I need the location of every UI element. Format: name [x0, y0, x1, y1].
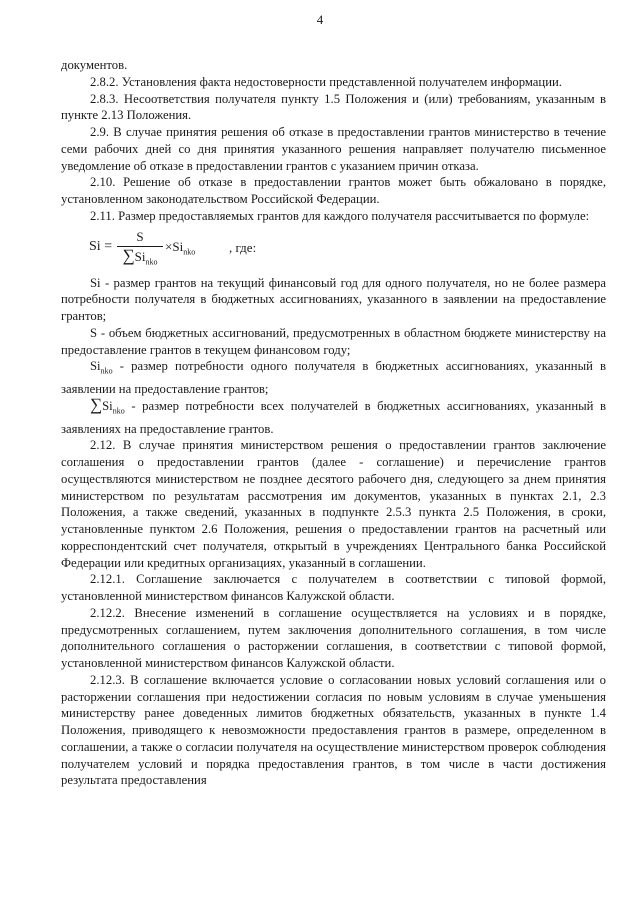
definition-s: S - объем бюджетных ассигнований, предусмотренных в областном бюджете министерству на предоставление грантов в текущем финансовом году;: [61, 325, 606, 357]
paragraph-2-12-1: 2.12.1. Соглашение заключается с получателем в соответствии с типовой формой, установленной министерством финансов Калужской области.: [61, 572, 606, 604]
paragraph-2-12-3: 2.12.3. В соглашение включается условие о согласовании новых условий соглашения или о расторжении соглашения при недостижении согласия по новым условиям в случае уменьшения министерству ранее доведенных лимитов бюджетных обязательств, указанных в пункте 1.4 Положения, приводящего к невозможности предоставления грантов в размере, определенном в соглашении, а также о согласии получателя на осуществление министерством проверок соблюдения получателем условий и порядка предоставления грантов, в том числе в части достижения результата предоставления: [61, 672, 606, 788]
formula-numerator: S: [117, 229, 163, 248]
paragraph-2-12-2: 2.12.2. Внесение изменений в соглашение осуществляется на условиях и в порядке, предусмотренных соглашением, путем заключения дополнительного соглашения, в том числе дополнительного соглашения о расторжении соглашения, в соответствии с типовой формой, установленной министерством финансов Калужской области.: [61, 605, 606, 671]
formula-denominator: $\sum Si_{nko}$: [122, 246, 158, 267]
paragraph-2-10: 2.10. Решение об отказе в предоставлении грантов может быть обжаловано в порядке, установленном законодательством Российской Федерации.: [61, 175, 606, 206]
formula-multiplier: $\times Si_{nko}$: [165, 238, 196, 257]
definition-sum: $\sum Si_{nko}$ - размер потребности всех получателей в бюджетных ассигнованиях, указанный в заявлениях на предоставление грантов.: [61, 395, 607, 436]
paragraph-2-9: 2.9. В случае принятия решения об отказе в предоставлении грантов министерство в течение семи рабочих дней со дня принятия указанного решения направляет получателю письменное уведомление об отказе в предоставлении грантов с указанием причин отказа.: [61, 125, 606, 173]
paragraph-2-11: 2.11. Размер предоставляемых грантов для каждого получателя рассчитывается по формуле:: [90, 208, 590, 223]
definition-sinko: $Si_{nko}$ - размер потребности одного получателя в бюджетных ассигнованиях, указанный в заявлении на предоставление грантов;: [61, 359, 607, 396]
page-number: 4: [316, 12, 324, 27]
document-body: [61, 57, 606, 789]
paragraph-2-8-3: 2.8.3. Несоответствия получателя пункту 1.5 Положения и (или) требованиям, указанным в пункте 2.13 Положения.: [61, 91, 606, 123]
formula-fraction: [117, 229, 163, 272]
formula-lhs: Si =: [89, 238, 113, 254]
grant-formula: [61, 225, 606, 275]
paragraph-2-12: 2.12. В случае принятия министерством решения о предоставлении грантов заключение соглашения о предоставлении грантов (далее - соглашение) и перечисление грантов осуществляются министерством не позднее десятого рабочего дня, следующего за днем принятия министерством по результатам рассмотрения им документов, указанных в пунктах 2.1, 2.3 Положения, а также сведений, указанных в подпункте 2.5.3 пункта 2.5 Положения, в сроки, установленные пунктом 2.6 Положения, решения о предоставлении грантов на расчетный или корреспондентский счет получателя, открытый в учреждениях Центрального банка Российской Федерации или кредитных организациях, указанный в соглашении.: [61, 438, 606, 570]
definition-si: Si - размер грантов на текущий финансовый год для одного получателя, но не более размера потребности получателя в бюджетных ассигнованиях, указанного в заявлении на предоставление грантов;: [61, 275, 606, 323]
paragraph-intro: документов.: [61, 58, 128, 72]
paragraph-2-8-2: 2.8.2. Установления факта недостоверности представленной получателем информации.: [90, 74, 562, 89]
formula-where: , где:: [229, 239, 257, 255]
